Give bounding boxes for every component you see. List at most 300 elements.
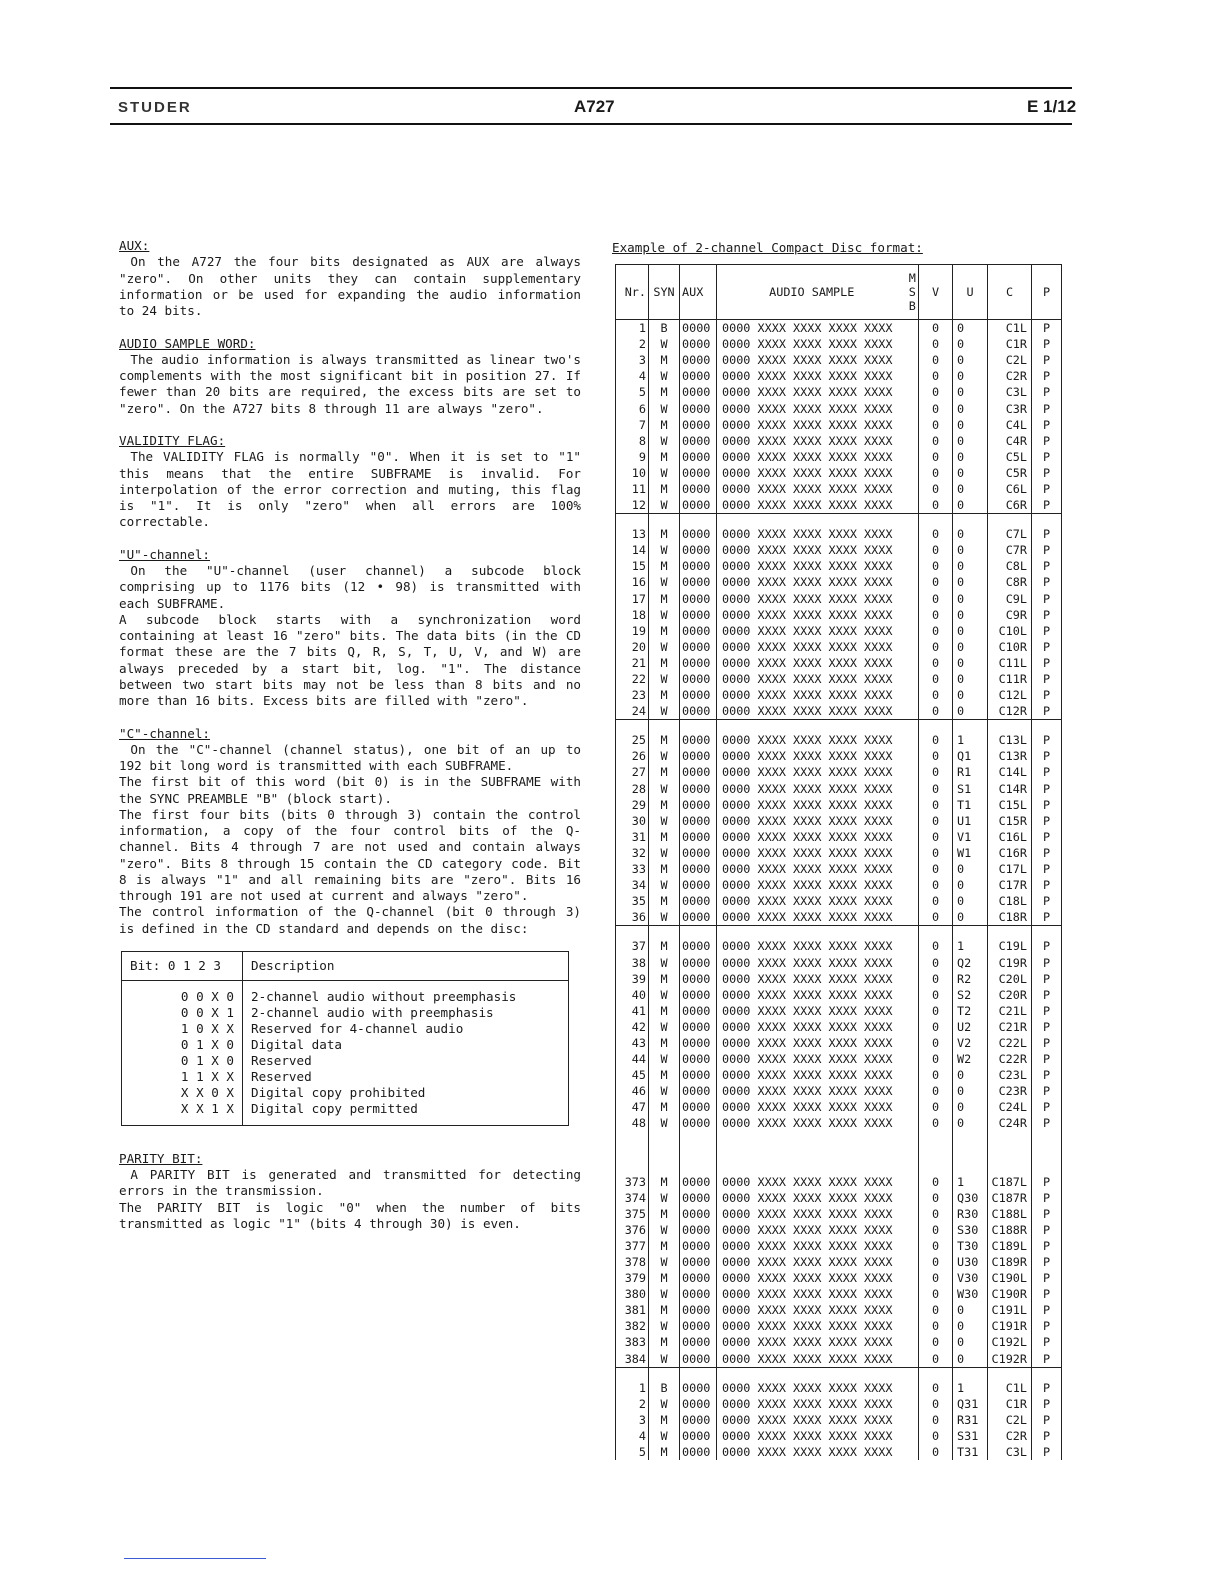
user-bit: 0: [953, 1083, 988, 1099]
parity-bit: P: [1032, 1115, 1062, 1131]
user-bit: 1: [953, 1174, 988, 1190]
parity-bit: P: [1032, 1174, 1062, 1190]
msb-cell: [907, 829, 919, 845]
msb-cell: [907, 1238, 919, 1254]
aux-bits: 0000: [680, 1380, 717, 1396]
channel-status-bit: C189L: [988, 1238, 1032, 1254]
empty-cell: [680, 514, 717, 527]
parity-bit: P: [1032, 954, 1062, 970]
audio-sample-bits: 0000 XXXX XXXX XXXX XXXX: [717, 764, 907, 780]
sync-preamble: M: [649, 655, 680, 671]
frame-number: 378: [616, 1254, 649, 1270]
msb-cell: [907, 877, 919, 893]
control-bits-description: 2-channel audio without preemphasis: [243, 980, 569, 1005]
parity-bit: P: [1032, 433, 1062, 449]
channel-status-bit: C10L: [988, 623, 1032, 639]
col-p: P: [1032, 265, 1062, 320]
col-nr: Nr.: [616, 265, 649, 320]
aux-bits: 0000: [680, 558, 717, 574]
audio-sample-bits: 0000 XXXX XXXX XXXX XXXX: [717, 893, 907, 909]
validity-bit: 0: [919, 703, 953, 720]
user-bit: T30: [953, 1238, 988, 1254]
msb-cell: [907, 1318, 919, 1334]
validity-bit: 0: [919, 1270, 953, 1286]
msb-cell: [907, 797, 919, 813]
user-bit: 1: [953, 1380, 988, 1396]
audio-sample-bits: 0000 XXXX XXXX XXXX XXXX: [717, 449, 907, 465]
sync-preamble: M: [649, 829, 680, 845]
control-bits-col-bits: Bit: 0 1 2 3: [122, 951, 243, 980]
control-bits-row: [122, 1101, 569, 1126]
audio-sample-bits: 0000 XXXX XXXX XXXX XXXX: [717, 1099, 907, 1115]
channel-status-bit: C21L: [988, 1003, 1032, 1019]
audio-sample-bits: 0000 XXXX XXXX XXXX XXXX: [717, 481, 907, 497]
validity-bit: 0: [919, 1351, 953, 1368]
frame-number: 47: [616, 1099, 649, 1115]
channel-status-bit: C3L: [988, 384, 1032, 400]
sync-preamble: W: [649, 671, 680, 687]
validity-bit: 0: [919, 1003, 953, 1019]
channel-status-bit: C4L: [988, 417, 1032, 433]
channel-status-bit: C187R: [988, 1190, 1032, 1206]
validity-bit: 0: [919, 1380, 953, 1396]
audio-sample-bits: 0000 XXXX XXXX XXXX XXXX: [717, 954, 907, 970]
msb-cell: [907, 954, 919, 970]
table-row: [616, 591, 1062, 607]
table-row: [616, 384, 1062, 400]
parity-bit: P: [1032, 1351, 1062, 1368]
validity-bit: 0: [919, 1444, 953, 1460]
validity-bit: 0: [919, 497, 953, 514]
sync-preamble: W: [649, 987, 680, 1003]
empty-cell: [907, 926, 919, 939]
parity-bit: P: [1032, 861, 1062, 877]
user-bit: R1: [953, 764, 988, 780]
control-bits-value: 1 1 X X: [122, 1069, 243, 1085]
aux-bits: 0000: [680, 1302, 717, 1318]
audio-sample-bits: 0000 XXXX XXXX XXXX XXXX: [717, 1428, 907, 1444]
empty-cell: [680, 720, 717, 733]
user-bit: 0: [953, 352, 988, 368]
table-row: [616, 1270, 1062, 1286]
aux-bits: 0000: [680, 1351, 717, 1368]
sync-preamble: W: [649, 639, 680, 655]
aux-bits: 0000: [680, 1286, 717, 1302]
table-row: [616, 655, 1062, 671]
aux-bits: 0000: [680, 877, 717, 893]
empty-cell: [907, 514, 919, 527]
validity-bit: 0: [919, 893, 953, 909]
sync-preamble: W: [649, 781, 680, 797]
aux-bits: 0000: [680, 938, 717, 954]
validity-bit: 0: [919, 687, 953, 703]
frame-number: 46: [616, 1083, 649, 1099]
table-gap-row: [616, 720, 1062, 733]
brand-logo: STUDER: [118, 99, 192, 116]
aux-bits: 0000: [680, 1206, 717, 1222]
sync-preamble: M: [649, 623, 680, 639]
msb-cell: [907, 1067, 919, 1083]
channel-status-bit: C11R: [988, 671, 1032, 687]
frame-number: 5: [616, 384, 649, 400]
table-row: [616, 954, 1062, 970]
channel-status-bit: C19R: [988, 954, 1032, 970]
channel-status-bit: C1L: [988, 320, 1032, 337]
audio-sample-bits: 0000 XXXX XXXX XXXX XXXX: [717, 526, 907, 542]
aux-bits: 0000: [680, 703, 717, 720]
sync-preamble: M: [649, 352, 680, 368]
sync-preamble: M: [649, 526, 680, 542]
msb-cell: [907, 336, 919, 352]
sync-preamble: M: [649, 591, 680, 607]
parity-bit: P: [1032, 481, 1062, 497]
channel-status-bit: C23R: [988, 1083, 1032, 1099]
aux-bits: 0000: [680, 400, 717, 416]
channel-status-bit: C24L: [988, 1099, 1032, 1115]
audio-sample-bits: 0000 XXXX XXXX XXXX XXXX: [717, 417, 907, 433]
parity-bit: P: [1032, 671, 1062, 687]
empty-cell: [907, 1132, 919, 1174]
frame-number: 10: [616, 465, 649, 481]
channel-status-bit: C6L: [988, 481, 1032, 497]
channel-status-bit: C191L: [988, 1302, 1032, 1318]
table-row: [616, 909, 1062, 926]
parity-bit: P: [1032, 971, 1062, 987]
aux-bits: 0000: [680, 1083, 717, 1099]
validity-bit: 0: [919, 465, 953, 481]
sync-preamble: M: [649, 1270, 680, 1286]
audio-sample-bits: 0000 XXXX XXXX XXXX XXXX: [717, 877, 907, 893]
frame-number: 41: [616, 1003, 649, 1019]
msb-cell: [907, 687, 919, 703]
table-row: [616, 1222, 1062, 1238]
msb-cell: [907, 1444, 919, 1460]
audio-sample-bits: 0000 XXXX XXXX XXXX XXXX: [717, 558, 907, 574]
c-channel-text-4: The control information of the Q-channel (bit 0 through 3) is defined in the CD standard and depends on the disc:: [119, 904, 581, 936]
empty-cell: [988, 1132, 1032, 1174]
parity-bit: P: [1032, 845, 1062, 861]
parity-bit: P: [1032, 497, 1062, 514]
msb-cell: [907, 574, 919, 590]
control-bits-row: [122, 1037, 569, 1053]
sync-preamble: W: [649, 845, 680, 861]
msb-cell: [907, 465, 919, 481]
aux-bits: 0000: [680, 497, 717, 514]
msb-cell: [907, 417, 919, 433]
channel-status-bit: C10R: [988, 639, 1032, 655]
audio-sample-bits: 0000 XXXX XXXX XXXX XXXX: [717, 1019, 907, 1035]
parity-bit: P: [1032, 655, 1062, 671]
validity-bit: 0: [919, 368, 953, 384]
audio-sample-bits: 0000 XXXX XXXX XXXX XXXX: [717, 1051, 907, 1067]
frame-number: 19: [616, 623, 649, 639]
sync-preamble: W: [649, 703, 680, 720]
msb-cell: [907, 781, 919, 797]
validity-bit: 0: [919, 591, 953, 607]
msb-cell: [907, 1380, 919, 1396]
channel-status-bit: C14R: [988, 781, 1032, 797]
channel-status-bit: C22R: [988, 1051, 1032, 1067]
frame-number: 23: [616, 687, 649, 703]
frame-number: 3: [616, 352, 649, 368]
parity-bit: P: [1032, 1035, 1062, 1051]
msb-cell: [907, 481, 919, 497]
msb-cell: [907, 1083, 919, 1099]
aux-bits: 0000: [680, 433, 717, 449]
parity-bit: P: [1032, 336, 1062, 352]
table-row: [616, 971, 1062, 987]
frame-number: 373: [616, 1174, 649, 1190]
table-row: [616, 1099, 1062, 1115]
empty-cell: [616, 1367, 649, 1380]
channel-status-bit: C12R: [988, 703, 1032, 720]
table-row: [616, 1286, 1062, 1302]
msb-cell: [907, 384, 919, 400]
sync-preamble: W: [649, 497, 680, 514]
channel-status-bit: C8L: [988, 558, 1032, 574]
table-row: [616, 320, 1062, 337]
validity-bit: 0: [919, 1238, 953, 1254]
validity-bit: 0: [919, 938, 953, 954]
aux-bits: 0000: [680, 987, 717, 1003]
control-bits-row: [122, 1085, 569, 1101]
validity-bit: 0: [919, 1412, 953, 1428]
parity-bit: P: [1032, 623, 1062, 639]
aux-bits: 0000: [680, 384, 717, 400]
validity-bit: 0: [919, 607, 953, 623]
section-parity-bit: [119, 1151, 581, 1232]
channel-status-bit: C20R: [988, 987, 1032, 1003]
table-row: [616, 497, 1062, 514]
empty-cell: [717, 926, 907, 939]
audio-sample-bits: 0000 XXXX XXXX XXXX XXXX: [717, 1083, 907, 1099]
validity-bit: 0: [919, 400, 953, 416]
validity-bit: 0: [919, 1222, 953, 1238]
user-bit: 0: [953, 877, 988, 893]
validity-bit: 0: [919, 1051, 953, 1067]
empty-cell: [988, 1367, 1032, 1380]
user-bit: 0: [953, 449, 988, 465]
frame-number: 7: [616, 417, 649, 433]
sync-preamble: M: [649, 558, 680, 574]
user-bit: 0: [953, 703, 988, 720]
aux-bits: 0000: [680, 1238, 717, 1254]
frame-number: 28: [616, 781, 649, 797]
aux-bits: 0000: [680, 861, 717, 877]
frame-number: 13: [616, 526, 649, 542]
user-bit: 0: [953, 542, 988, 558]
frame-number: 44: [616, 1051, 649, 1067]
validity-bit: 0: [919, 671, 953, 687]
col-aux: AUX: [680, 265, 717, 320]
table-row: [616, 1334, 1062, 1350]
aux-bits: 0000: [680, 893, 717, 909]
frame-number: 20: [616, 639, 649, 655]
sync-preamble: M: [649, 417, 680, 433]
validity-bit: 0: [919, 384, 953, 400]
parity-bit: P: [1032, 591, 1062, 607]
frame-number: 21: [616, 655, 649, 671]
msb-cell: [907, 542, 919, 558]
validity-bit: 0: [919, 639, 953, 655]
aux-bits: 0000: [680, 764, 717, 780]
empty-cell: [953, 1132, 988, 1174]
table-row: [616, 542, 1062, 558]
validity-bit: 0: [919, 336, 953, 352]
channel-status-bit: C8R: [988, 574, 1032, 590]
sync-preamble: M: [649, 481, 680, 497]
aux-bits: 0000: [680, 1254, 717, 1270]
table-row: [616, 607, 1062, 623]
sync-preamble: B: [649, 320, 680, 337]
channel-status-bit: C13R: [988, 748, 1032, 764]
msb-cell: [907, 320, 919, 337]
control-bits-value: 0 0 X 1: [122, 1005, 243, 1021]
aux-bits: 0000: [680, 732, 717, 748]
validity-bit: 0: [919, 449, 953, 465]
sync-preamble: M: [649, 449, 680, 465]
aux-bits: 0000: [680, 655, 717, 671]
validity-bit: 0: [919, 1115, 953, 1131]
channel-status-bit: C22L: [988, 1035, 1032, 1051]
audio-sample-bits: 0000 XXXX XXXX XXXX XXXX: [717, 1286, 907, 1302]
msb-cell: [907, 497, 919, 514]
aux-bits: 0000: [680, 829, 717, 845]
cd-format-header-row: [616, 265, 1062, 320]
control-bits-row: [122, 1069, 569, 1085]
sync-preamble: W: [649, 1254, 680, 1270]
table-row: [616, 1206, 1062, 1222]
msb-cell: [907, 671, 919, 687]
control-bits-description: Reserved: [243, 1053, 569, 1069]
empty-cell: [907, 720, 919, 733]
frame-number: 9: [616, 449, 649, 465]
empty-cell: [919, 926, 953, 939]
empty-cell: [649, 1132, 680, 1174]
frame-number: 24: [616, 703, 649, 720]
aux-bits: 0000: [680, 1318, 717, 1334]
frame-number: 4: [616, 368, 649, 384]
control-bits-description: Digital copy permitted: [243, 1101, 569, 1126]
sync-preamble: M: [649, 384, 680, 400]
table-row: [616, 1115, 1062, 1131]
user-bit: S30: [953, 1222, 988, 1238]
parity-bit: P: [1032, 542, 1062, 558]
frame-number: 12: [616, 497, 649, 514]
table-row: [616, 336, 1062, 352]
user-bit: 0: [953, 417, 988, 433]
msb-cell: [907, 1035, 919, 1051]
audio-sample-bits: 0000 XXXX XXXX XXXX XXXX: [717, 384, 907, 400]
aux-bits: 0000: [680, 845, 717, 861]
channel-status-bit: C187L: [988, 1174, 1032, 1190]
validity-bit: 0: [919, 1396, 953, 1412]
user-bit: 0: [953, 574, 988, 590]
frame-number: 16: [616, 574, 649, 590]
validity-bit: 0: [919, 1099, 953, 1115]
table-row: [616, 1380, 1062, 1396]
channel-status-bit: C192L: [988, 1334, 1032, 1350]
frame-number: 40: [616, 987, 649, 1003]
frame-number: 30: [616, 813, 649, 829]
parity-bit: P: [1032, 1206, 1062, 1222]
validity-bit: 0: [919, 987, 953, 1003]
channel-status-bit: C2L: [988, 352, 1032, 368]
aux-bits: 0000: [680, 1067, 717, 1083]
parity-bit: P: [1032, 748, 1062, 764]
parity-bit: P: [1032, 558, 1062, 574]
audio-sample-bits: 0000 XXXX XXXX XXXX XXXX: [717, 542, 907, 558]
aux-bits: 0000: [680, 971, 717, 987]
parity-bit: P: [1032, 368, 1062, 384]
msb-cell: [907, 400, 919, 416]
frame-number: 1: [616, 1380, 649, 1396]
sync-preamble: M: [649, 1302, 680, 1318]
sync-preamble: M: [649, 1412, 680, 1428]
aux-bits: 0000: [680, 449, 717, 465]
msb-cell: [907, 813, 919, 829]
audio-sample-bits: 0000 XXXX XXXX XXXX XXXX: [717, 781, 907, 797]
empty-cell: [919, 720, 953, 733]
parity-bit: P: [1032, 607, 1062, 623]
audio-sample-bits: 0000 XXXX XXXX XXXX XXXX: [717, 748, 907, 764]
channel-status-bit: C4R: [988, 433, 1032, 449]
col-u: U: [953, 265, 988, 320]
table-row: [616, 1174, 1062, 1190]
validity-bit: 0: [919, 1083, 953, 1099]
audio-sample-bits: 0000 XXXX XXXX XXXX XXXX: [717, 1174, 907, 1190]
aux-bits: 0000: [680, 591, 717, 607]
empty-cell: [616, 514, 649, 527]
section-audio-sample-word: [119, 336, 581, 417]
parity-bit-text-2: The PARITY BIT is logic "0" when the number of bits transmitted as logic "1" (bits 4 through 30) is even.: [119, 1199, 581, 1231]
table-row: [616, 687, 1062, 703]
audio-sample-bits: 0000 XXXX XXXX XXXX XXXX: [717, 845, 907, 861]
validity-bit: 0: [919, 1254, 953, 1270]
parity-bit: P: [1032, 1190, 1062, 1206]
frame-number: 35: [616, 893, 649, 909]
parity-bit: P: [1032, 1254, 1062, 1270]
audio-sample-bits: 0000 XXXX XXXX XXXX XXXX: [717, 703, 907, 720]
audio-sample-bits: 0000 XXXX XXXX XXXX XXXX: [717, 433, 907, 449]
table-row: [616, 938, 1062, 954]
audio-sample-bits: 0000 XXXX XXXX XXXX XXXX: [717, 320, 907, 337]
parity-bit: P: [1032, 1318, 1062, 1334]
validity-bit: 0: [919, 558, 953, 574]
aux-bits: 0000: [680, 1396, 717, 1412]
channel-status-bit: C23L: [988, 1067, 1032, 1083]
channel-status-bit: C16R: [988, 845, 1032, 861]
sync-preamble: M: [649, 687, 680, 703]
empty-cell: [1032, 926, 1062, 939]
msb-cell: [907, 861, 919, 877]
table-row: [616, 465, 1062, 481]
aux-bits: 0000: [680, 639, 717, 655]
empty-cell: [1032, 720, 1062, 733]
parity-bit: P: [1032, 384, 1062, 400]
channel-status-bit: C16L: [988, 829, 1032, 845]
table-row: [616, 893, 1062, 909]
frame-number: 26: [616, 748, 649, 764]
audio-sample-bits: 0000 XXXX XXXX XXXX XXXX: [717, 829, 907, 845]
channel-status-bit: C1R: [988, 1396, 1032, 1412]
sync-preamble: M: [649, 1099, 680, 1115]
validity-bit: 0: [919, 1174, 953, 1190]
user-bit: U30: [953, 1254, 988, 1270]
empty-cell: [717, 1367, 907, 1380]
validity-bit: 0: [919, 1067, 953, 1083]
sync-preamble: W: [649, 1428, 680, 1444]
